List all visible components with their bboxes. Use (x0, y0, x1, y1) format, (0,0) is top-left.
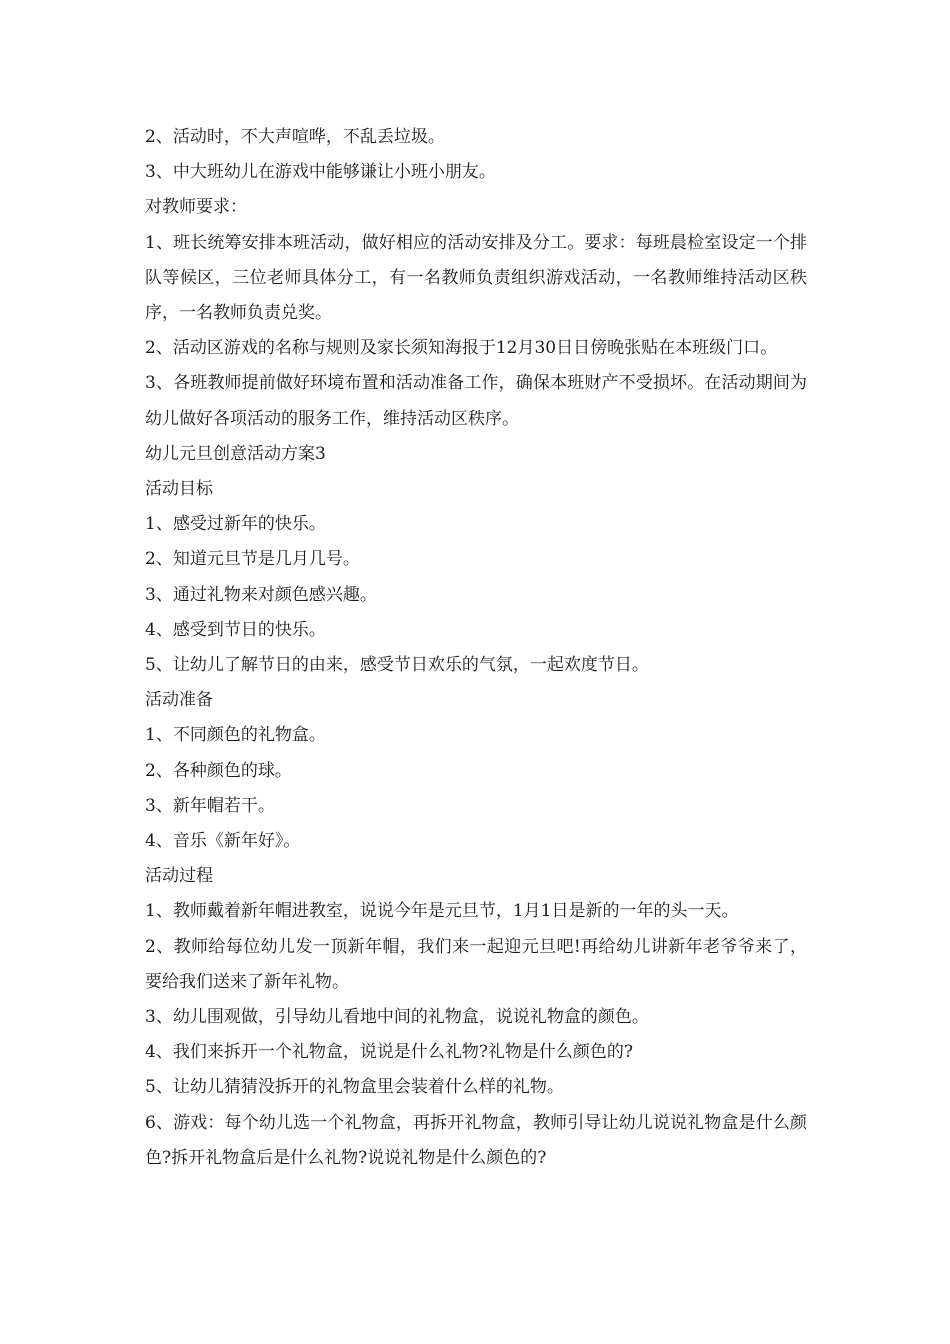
section-heading: 对教师要求： (145, 197, 247, 218)
paragraph: 2、教师给每位幼儿发一顶新年帽，我们来一起迎元旦吧!再给幼儿讲新年老爷爷来了，要给我们送来了新年礼物。 (145, 936, 807, 992)
paragraph: 5、让幼儿猜猜没拆开的礼物盒里会装着什么样的礼物。 (145, 1077, 564, 1098)
paragraph: 3、中大班幼儿在游戏中能够谦让小班小朋友。 (145, 162, 496, 183)
document-title: 幼儿元旦创意活动方案3 (145, 443, 326, 464)
paragraph: 3、新年帽若干。 (145, 795, 275, 816)
paragraph: 2、活动时，不大声喧哗，不乱丢垃圾。 (145, 127, 445, 147)
paragraph: 4、音乐《新年好》。 (145, 831, 301, 852)
paragraph: 2、各种颜色的球。 (145, 760, 292, 781)
paragraph: 3、各班教师提前做好环境布置和活动准备工作，确保本班财产不受损坏。在活动期间为幼儿做好各项活动的服务工作，维持活动区秩序。 (145, 373, 807, 429)
paragraph: 1、不同颜色的礼物盒。 (145, 725, 326, 746)
paragraph: 6、游戏：每个幼儿选一个礼物盒，再拆开礼物盒，教师引导让幼儿说说礼物盒是什么颜色?拆开礼物盒后是什么礼物?说说礼物是什么颜色的? (145, 1112, 807, 1168)
paragraph: 1、感受过新年的快乐。 (145, 514, 326, 535)
paragraph: 4、感受到节日的快乐。 (145, 619, 326, 640)
document-body (145, 120, 807, 1176)
paragraph: 2、知道元旦节是几月几号。 (145, 549, 360, 570)
paragraph: 1、班长统筹安排本班活动，做好相应的活动安排及分工。要求：每班晨检室设定一个排队等候区，三位老师具体分工，有一名教师负责组织游戏活动，一名教师维持活动区秩序，一名教师负责兑奖。 (145, 232, 807, 324)
paragraph: 5、让幼儿了解节日的由来，感受节日欢乐的气氛，一起欢度节日。 (145, 655, 649, 676)
section-heading: 活动过程 (145, 866, 213, 887)
section-heading: 活动准备 (145, 690, 213, 711)
section-heading: 活动目标 (145, 479, 213, 500)
paragraph: 1、教师戴着新年帽进教室，说说今年是元旦节，1月1日是新的一年的头一天。 (145, 901, 739, 922)
paragraph: 4、我们来拆开一个礼物盒，说说是什么礼物?礼物是什么颜色的? (145, 1042, 634, 1063)
paragraph: 3、通过礼物来对颜色感兴趣。 (145, 584, 377, 605)
paragraph: 2、活动区游戏的名称与规则及家长须知海报于12月30日日傍晚张贴在本班级门口。 (145, 338, 778, 359)
paragraph: 3、幼儿围观做，引导幼儿看地中间的礼物盒，说说礼物盒的颜色。 (145, 1007, 649, 1028)
